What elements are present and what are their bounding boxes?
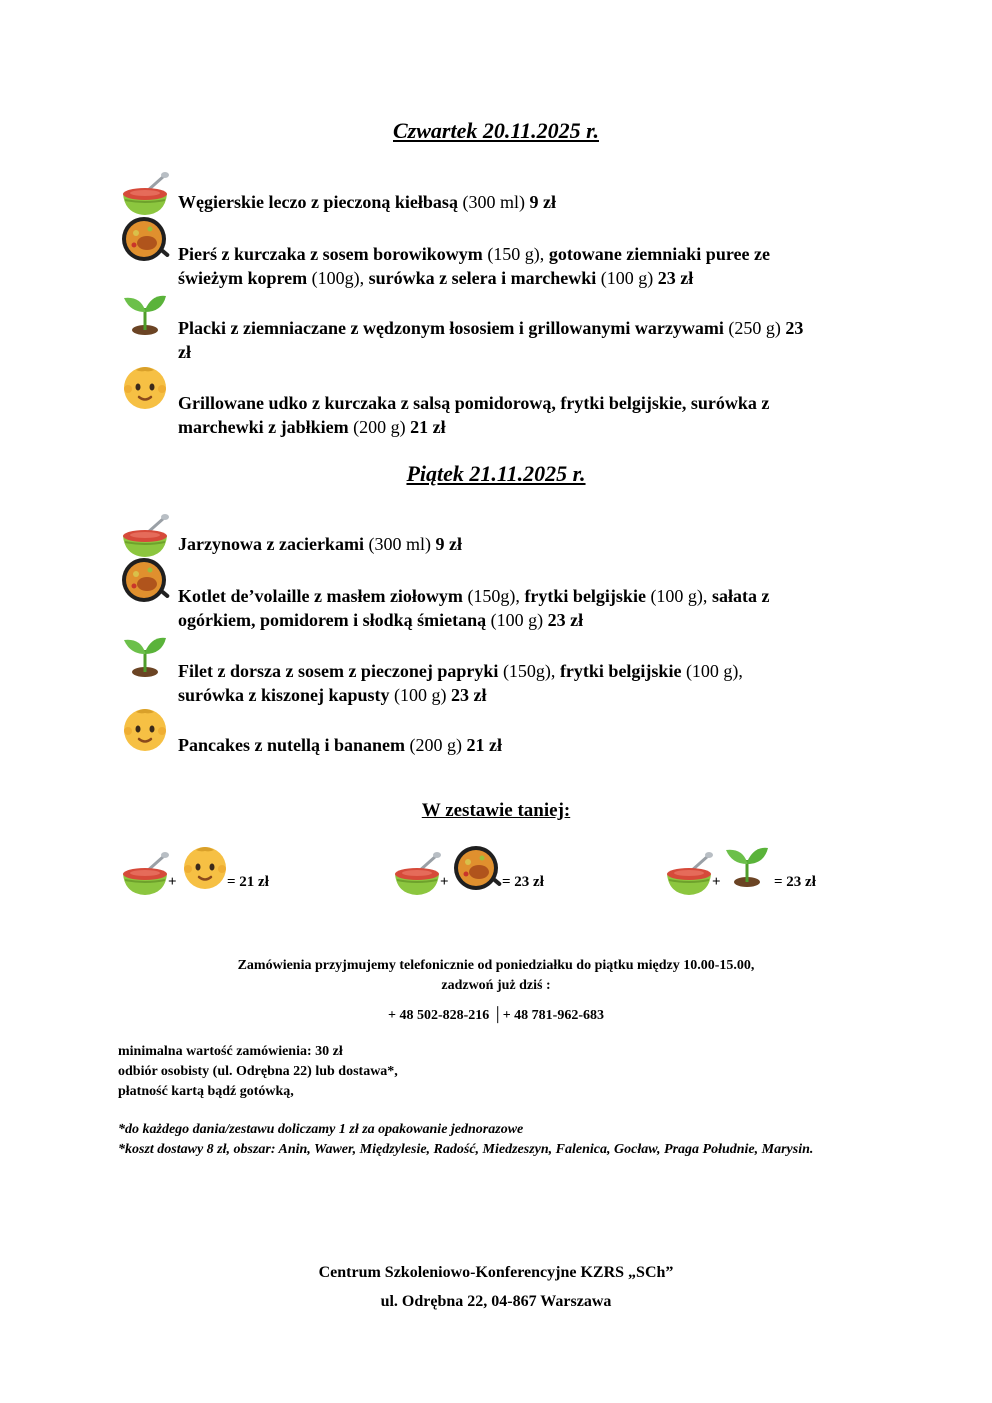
baby-face-icon — [180, 842, 230, 892]
dish-text-bold: 23 zł — [547, 610, 584, 630]
dish-text — [178, 316, 878, 364]
dish-text-bold: Węgierskie leczo z pieczoną kiełbasą — [178, 192, 458, 212]
dish-text-bold: sałata z — [711, 586, 770, 606]
dish-text-bold: 23 — [785, 318, 804, 338]
dish-line — [178, 415, 878, 439]
dish-line — [178, 683, 878, 707]
combo-plus: + — [168, 874, 177, 890]
dish-line — [178, 242, 878, 266]
dish-text-regular: (150g), — [462, 586, 525, 606]
dish-text-bold: gotowane ziemniaki puree ze — [548, 244, 770, 264]
combo-soup-plus-seedling — [664, 840, 834, 896]
dish-line — [178, 340, 878, 364]
dish-line — [178, 391, 878, 415]
notes — [118, 1120, 878, 1160]
dish-text-bold: Jarzynowa z zacierkami — [178, 534, 364, 554]
combo-plus: + — [440, 874, 449, 890]
dish-text-regular: (100 g), — [681, 661, 743, 681]
dish-line — [178, 733, 878, 757]
day2-title: Piątek 21.11.2025 r. — [406, 461, 586, 486]
dish-text-bold: Pancakes z nutellą i bananem — [178, 735, 406, 755]
dish-text-regular: (300 ml) — [363, 534, 436, 554]
combo-price: = 23 zł — [774, 874, 816, 890]
dish-text — [178, 532, 878, 556]
dish-line — [178, 316, 878, 340]
dish-text-bold: 21 zł — [466, 735, 503, 755]
dish-text-bold: Filet z dorsza z sosem z pieczonej papryki — [178, 661, 499, 681]
dish-text-bold: 9 zł — [435, 534, 462, 554]
baby-face-icon — [120, 704, 170, 754]
dish-line — [178, 608, 878, 632]
dish-text-bold: świeżym koprem — [178, 268, 308, 288]
dish-text — [178, 733, 878, 757]
combo-soup-plus-paella — [392, 840, 562, 896]
dish-text-bold: surówka z kiszonej kapusty — [178, 685, 390, 705]
dish-text-regular: (250 g) — [723, 318, 786, 338]
orders-info — [0, 956, 992, 996]
day1-title: Czwartek 20.11.2025 r. — [393, 118, 599, 143]
footer-name: Centrum Szkoleniowo-Konferencyjne KZRS „SCh” — [318, 1264, 674, 1281]
dish-text-bold: frytki belgijskie — [524, 586, 646, 606]
dish-text-bold: zł — [178, 342, 191, 362]
dish-line — [178, 266, 878, 290]
dish-line — [178, 532, 878, 556]
dish-text-bold: Kotlet de’volaille z masłem ziołowym — [178, 586, 463, 606]
order-conditions — [118, 1042, 878, 1102]
dish-text-regular: (100 g), — [645, 586, 712, 606]
combo-price: = 21 zł — [227, 874, 269, 890]
dish-text-bold: Pierś z kurczaka z sosem borowikowym — [178, 244, 483, 264]
phone-numbers: + 48 502-828-216 │+ 48 781-962-683 — [387, 1008, 605, 1023]
dish-line — [178, 659, 878, 683]
note-delivery: *koszt dostawy 8 zł, obszar: Anin, Wawer, Międzylesie, Radość, Miedzeszyn, Falenica, Gocław, Praga Południe, Marysin. — [118, 1142, 814, 1157]
dish-text-regular: (200 g) — [405, 735, 467, 755]
dish-text-bold: 21 zł — [410, 417, 446, 437]
dish-text-regular: (200 g) — [348, 417, 411, 437]
dish-text — [178, 242, 878, 290]
soup-bowl-icon — [664, 850, 714, 900]
min-order-value: minimalna wartość zamówienia: 30 zł — [118, 1044, 343, 1059]
seedling-icon — [120, 288, 170, 338]
paella-pan-icon — [452, 844, 502, 894]
dish-line — [178, 584, 878, 608]
footer-address: ul. Odrębna 22, 04-867 Warszawa — [380, 1293, 612, 1310]
combo-title: W zestawie taniej: — [421, 800, 571, 821]
seedling-icon — [120, 630, 170, 680]
pickup-or-delivery: odbiór osobisty (ul. Odrębna 22) lub dostawa*, — [118, 1064, 398, 1079]
dish-text-bold: 23 zł — [451, 685, 487, 705]
dish-text-regular: (100 g) — [389, 685, 452, 705]
soup-bowl-icon — [120, 170, 170, 220]
dish-text-regular: (100 g) — [596, 268, 658, 288]
combo-plus: + — [712, 874, 721, 890]
dish-text-regular: (150g), — [498, 661, 560, 681]
seedling-icon — [722, 840, 772, 890]
soup-bowl-icon — [120, 512, 170, 562]
dish-text-bold: Grillowane udko z kurczaka z salsą pomidorową, frytki belgijskie, surówka z — [178, 393, 770, 413]
note-packaging: *do każdego dania/zestawu doliczamy 1 zł za opakowanie jednorazowe — [118, 1122, 524, 1137]
orders-line2: zadzwoń już dziś : — [441, 978, 551, 993]
dish-text-bold: ogórkiem, pomidorem i słodką śmietaną — [178, 610, 487, 630]
orders-line1: Zamówienia przyjmujemy telefonicznie od poniedziałku do piątku między 10.00-15.00, — [237, 958, 755, 973]
dish-text-regular: (300 ml) — [457, 192, 530, 212]
combo-soup-plus-baby — [120, 840, 290, 896]
dish-text-bold: surówka z selera i marchewki — [368, 268, 597, 288]
dish-text-regular: (100g), — [307, 268, 369, 288]
dish-text-regular: (100 g) — [486, 610, 548, 630]
baby-face-icon — [120, 362, 170, 412]
payment-methods: płatność kartą bądź gotówką, — [118, 1084, 294, 1099]
dish-text-bold: 9 zł — [529, 192, 556, 212]
dish-text-bold: Placki z ziemniaczane z wędzonym łososiem i grillowanymi warzywami — [178, 318, 724, 338]
paella-pan-icon — [120, 556, 170, 606]
dish-text-regular: (150 g), — [482, 244, 549, 264]
soup-bowl-icon — [120, 850, 170, 900]
dish-text-bold: frytki belgijskie — [559, 661, 682, 681]
soup-bowl-icon — [392, 850, 442, 900]
dish-line — [178, 190, 878, 214]
dish-text — [178, 391, 878, 439]
dish-text-bold: 23 zł — [657, 268, 694, 288]
dish-text — [178, 190, 878, 214]
dish-text — [178, 584, 878, 632]
paella-pan-icon — [120, 215, 170, 265]
dish-text — [178, 659, 878, 707]
dish-text-bold: marchewki z jabłkiem — [178, 417, 349, 437]
combo-price: = 23 zł — [502, 874, 544, 890]
